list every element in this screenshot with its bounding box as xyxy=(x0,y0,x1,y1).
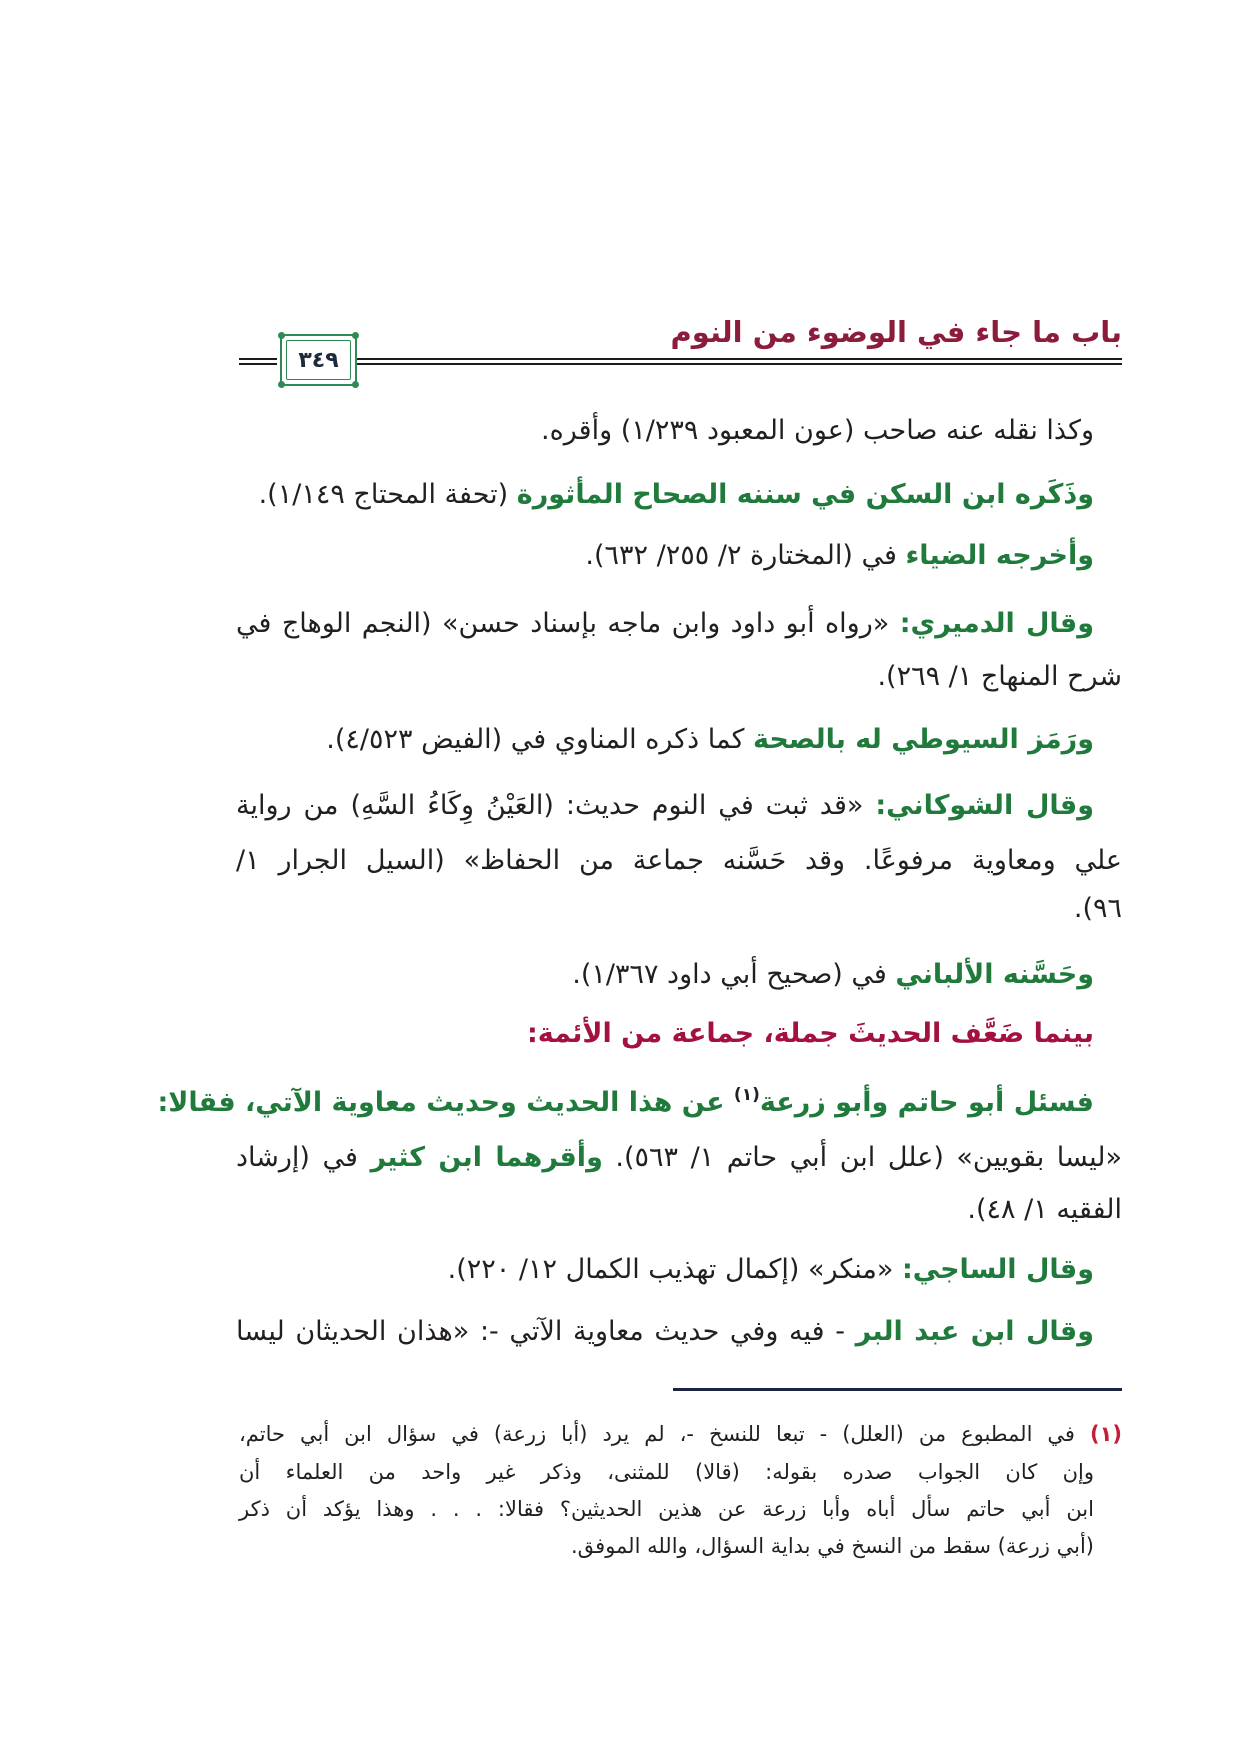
body-line xyxy=(236,409,1094,453)
emphasis-text: ورَمَز السيوطي له بالصحة xyxy=(753,724,1094,755)
frame-ornament xyxy=(352,381,359,388)
footnote-line xyxy=(239,1491,1094,1527)
emphasis-text: وأخرجه الضياء xyxy=(905,540,1094,571)
page-number: ٣٤٩ xyxy=(298,347,339,373)
body-line xyxy=(236,1012,1094,1056)
footnote-marker: (١) xyxy=(1089,1422,1122,1446)
frame-ornament xyxy=(352,332,359,339)
body-text: «منكر» (إكمال تهذيب الكمال ١٢/ ٢٢٠). xyxy=(447,1254,902,1285)
section-heading: بينما ضَعَّف الحديثَ جملة، جماعة من الأئمة: xyxy=(527,1018,1094,1049)
body-line xyxy=(236,1136,1122,1180)
body-text: كما ذكره المناوي في (الفيض ٤/٥٢٣). xyxy=(326,724,754,755)
emphasis-text: وقال ابن عبد البر xyxy=(855,1316,1094,1347)
body-text: شرح المنهاج ١/ ٢٦٩). xyxy=(877,661,1122,692)
body-line xyxy=(236,1248,1094,1292)
body-line xyxy=(236,784,1094,828)
body-text: - فيه وفي حديث معاوية الآتي -: «هذان الحديثان ليسا xyxy=(236,1316,856,1347)
body-text: «ليسا بقويين» (علل ابن أبي حاتم ١/ ٥٦٣). xyxy=(602,1142,1122,1173)
page-number-frame xyxy=(280,334,357,386)
body-line xyxy=(236,534,1094,578)
footnote-text: في المطبوع من (العلل) - تبعا للنسخ -، لم يرد (أبا زرعة) في سؤال ابن أبي حاتم، xyxy=(239,1422,1090,1446)
footnote-line xyxy=(239,1454,1094,1490)
body-line xyxy=(236,839,1122,883)
emphasis-text: فسئل أبو حاتم وأبو زرعة xyxy=(759,1087,1094,1118)
footnote-line xyxy=(239,1416,1122,1452)
emphasis-text: وقال الدميري: xyxy=(899,608,1095,639)
emphasis-text: وذَكَره ابن السكن في سننه الصحاح المأثورة xyxy=(516,479,1094,510)
body-text: علي ومعاوية مرفوعًا. وقد حَسَّنه جماعة من الحفاظ» (السيل الجرار ١/ xyxy=(236,845,1122,876)
header-rule-short xyxy=(239,358,277,365)
chapter-title: باب ما جاء في الوضوء من النوم xyxy=(670,315,1122,349)
footnote-text: (أبي زرعة) سقط من النسخ في بداية السؤال، والله الموفق. xyxy=(570,1534,1094,1558)
body-text: وكذا نقله عنه صاحب (عون المعبود ١/٢٣٩) وأقره. xyxy=(541,415,1094,446)
emphasis-text: وقال الشوكاني: xyxy=(875,790,1094,821)
emphasis-text: عن هذا الحديث وحديث معاوية الآتي، فقالا: xyxy=(157,1087,734,1118)
body-text: «قد ثبت في النوم حديث: (العَيْنُ وِكَاءُ السَّهِ) من رواية xyxy=(236,790,876,821)
body-text: (تحفة المحتاج ١/١٤٩). xyxy=(258,479,517,510)
body-line xyxy=(236,953,1094,997)
header-rule xyxy=(357,358,1122,365)
body-line xyxy=(236,602,1094,646)
body-line xyxy=(236,473,1094,517)
emphasis-text: وأقرهما ابن كثير xyxy=(370,1142,603,1173)
body-text: في (صحيح أبي داود ١/٣٦٧). xyxy=(572,959,896,990)
footnote-text: وإن كان الجواب صدره بقوله: (قالا) للمثنى، وذكر غير واحد من العلماء أن xyxy=(239,1460,1094,1484)
footnote-line xyxy=(239,1528,1094,1564)
footnote-text: ابن أبي حاتم سأل أباه وأبا زرعة عن هذين الحديثين؟ فقالا: . . . وهذا يؤكد أن ذكر xyxy=(239,1497,1094,1521)
frame-ornament xyxy=(278,332,285,339)
body-text: ٩٦). xyxy=(1073,893,1122,924)
body-line xyxy=(157,1081,1094,1125)
emphasis-text: وحَسَّنه الألباني xyxy=(895,959,1094,990)
body-text: «رواه أبو داود وابن ماجه بإسناد حسن» (النجم الوهاج في xyxy=(236,608,900,639)
footnote-reference: (١) xyxy=(733,1085,760,1105)
frame-ornament xyxy=(278,381,285,388)
footnote-separator xyxy=(673,1388,1122,1391)
emphasis-text: وقال الساجي: xyxy=(901,1254,1094,1285)
body-line xyxy=(236,1310,1094,1354)
body-line xyxy=(236,1188,1122,1232)
body-text: في (إرشاد xyxy=(236,1142,371,1173)
body-line xyxy=(236,718,1094,762)
body-line xyxy=(236,887,1122,931)
body-line xyxy=(236,655,1122,699)
body-text: الفقيه ١/ ٤٨). xyxy=(967,1194,1122,1225)
body-text: في (المختارة ٢/ ٢٥٥/ ٦٣٢). xyxy=(585,540,906,571)
